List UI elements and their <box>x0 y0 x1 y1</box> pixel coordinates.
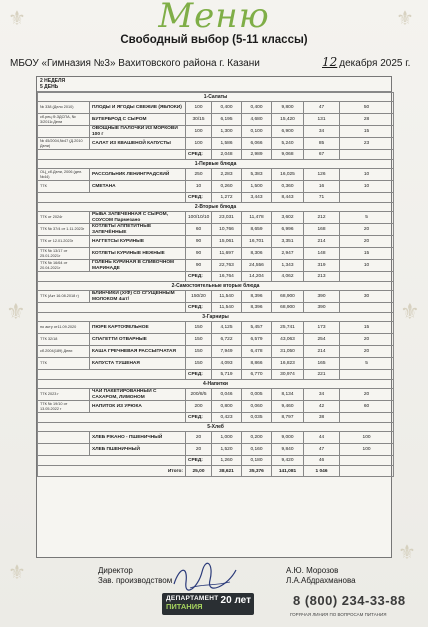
dish-name: РЫБА ЗАПЕЧЕННАЯ С СЫРОМ, СОУСОМ Пармезано <box>90 212 186 224</box>
section-title: 3-Гарниры <box>38 313 394 322</box>
average-fats: 2,989 <box>242 150 272 160</box>
dish-proteins: 0,800 <box>212 401 242 413</box>
dish-fats: 6,066 <box>242 138 272 150</box>
section-title: 2-Вторые блюда <box>38 203 394 212</box>
production-head-title: Зав. производством <box>98 576 173 585</box>
average-label: СРЕД: <box>186 413 212 423</box>
menu-body <box>38 93 394 477</box>
recipe-ref <box>38 444 90 456</box>
recipe-ref: ТТК (Акт 16.08.2018 г) <box>38 291 90 303</box>
dish-portion: 100/10/10 <box>186 212 212 224</box>
average-price <box>340 193 394 203</box>
dish-portion: 90 <box>186 248 212 260</box>
dish-carbs: 68,900 <box>272 291 304 303</box>
dish-price: 100 <box>340 444 394 456</box>
dish-carbs: 16,025 <box>272 169 304 181</box>
dish-carbs: 2,947 <box>272 248 304 260</box>
recipe-ref <box>38 432 90 444</box>
total-portion: 25,00 <box>186 466 212 477</box>
table-row <box>38 291 394 303</box>
dish-carbs: 6,996 <box>272 224 304 236</box>
average-label: СРЕД: <box>186 370 212 380</box>
week-label <box>37 77 391 92</box>
section-title: 1-Первые блюда <box>38 160 394 169</box>
average-carbs: 4,062 <box>272 272 304 282</box>
average-row <box>38 193 394 203</box>
section-header-row <box>38 93 394 102</box>
average-calories: 213 <box>304 272 340 282</box>
dish-name: ХЛЕБ ПШЕНИЧНЫЙ <box>90 444 186 456</box>
recipe-ref: сб.2004(189) Дели <box>38 346 90 358</box>
table-row <box>38 114 394 126</box>
average-label: СРЕД: <box>186 456 212 466</box>
average-calories: 46 <box>304 456 340 466</box>
dish-carbs: 31,050 <box>272 346 304 358</box>
empty-cell <box>38 370 186 380</box>
director-title: Директор <box>98 566 133 575</box>
menu-date <box>322 55 410 69</box>
section-header-row <box>38 160 394 169</box>
average-price <box>340 456 394 466</box>
table-row <box>38 444 394 456</box>
dish-carbs: 5,240 <box>272 138 304 150</box>
dish-calories: 214 <box>304 346 340 358</box>
fleur-ornament-icon: ⚜ <box>396 6 414 30</box>
table-row <box>38 322 394 334</box>
average-calories: 71 <box>304 193 340 203</box>
dish-fats: 16,701 <box>242 236 272 248</box>
dish-price: 20 <box>340 389 394 401</box>
date-rest: декабря 2025 г. <box>339 58 411 69</box>
dish-portion: 90 <box>186 260 212 272</box>
dish-price: 30 <box>340 291 394 303</box>
dish-carbs: 16,823 <box>272 358 304 370</box>
average-fats: 0,180 <box>242 456 272 466</box>
dish-proteins: 0,260 <box>212 181 242 193</box>
average-fats: 8,396 <box>242 303 272 313</box>
section-header-row <box>38 380 394 389</box>
dish-carbs: 9,460 <box>272 401 304 413</box>
recipe-ref: ТТК от 2024г <box>38 212 90 224</box>
dish-calories: 254 <box>304 334 340 346</box>
dish-name: НАПИТОК ИЗ УРЮКА <box>90 401 186 413</box>
average-price <box>340 413 394 423</box>
dish-proteins: 11,697 <box>212 248 242 260</box>
average-proteins: 5,719 <box>212 370 242 380</box>
dish-proteins: 10,766 <box>212 224 242 236</box>
average-carbs: 9,420 <box>272 456 304 466</box>
dish-carbs: 43,063 <box>272 334 304 346</box>
dish-price: 10 <box>340 260 394 272</box>
dish-name: ПЮРЕ КАРТОФЕЛЬНОЕ <box>90 322 186 334</box>
dish-name: БЛИНЧИКИ (Х/Ф) СО СГУЩЕННЫМ МОЛОКОМ 4шт/ <box>90 291 186 303</box>
dish-calories: 85 <box>304 138 340 150</box>
section-title: 5-Хлеб <box>38 423 394 432</box>
average-row <box>38 413 394 423</box>
production-head-name: Л.А.Абдрахманова <box>286 576 356 585</box>
dish-name: СМЕТАНА <box>90 181 186 193</box>
average-row <box>38 456 394 466</box>
fleur-ornament-icon: ⚜ <box>8 6 26 30</box>
menu-grid <box>37 92 394 477</box>
dish-price: 28 <box>340 114 394 126</box>
dish-carbs: 8,134 <box>272 389 304 401</box>
dish-portion: 10 <box>186 181 212 193</box>
average-label: СРЕД: <box>186 303 212 313</box>
dish-name: НАГГЕТСЫ КУРИНЫЕ <box>90 236 186 248</box>
recipe-ref <box>38 126 90 138</box>
dish-name: КОТЛЕТЫ КУРИНЫЕ НЕЖНЫЕ <box>90 248 186 260</box>
total-calories: 1 046 <box>304 466 340 477</box>
dish-calories: 42 <box>304 401 340 413</box>
recipe-ref: сб.рец.Ф-ЗДСПА, № 3/2011г.Дели <box>38 114 90 126</box>
dish-fats: 0,200 <box>242 432 272 444</box>
dish-name: БУТЕРБРОД С СЫРОМ <box>90 114 186 126</box>
section-header-row <box>38 203 394 212</box>
dish-calories: 212 <box>304 212 340 224</box>
dept-line2: ПИТАНИЯ <box>166 602 203 611</box>
average-proteins: 0,423 <box>212 413 242 423</box>
dish-name: ХЛЕБ РЖАНО - ПШЕНИЧНЫЙ <box>90 432 186 444</box>
signature-titles <box>98 566 172 586</box>
dish-carbs: 0,360 <box>272 181 304 193</box>
dish-price: 50 <box>340 102 394 114</box>
average-proteins: 1,272 <box>212 193 242 203</box>
dish-portion: 60 <box>186 224 212 236</box>
average-proteins: 16,764 <box>212 272 242 282</box>
total-label: Итого: <box>38 466 186 477</box>
empty-cell <box>38 303 186 313</box>
dish-fats: 8,659 <box>242 224 272 236</box>
dish-fats: 0,160 <box>242 444 272 456</box>
dish-carbs: 3,602 <box>272 212 304 224</box>
dish-fats: 8,306 <box>242 248 272 260</box>
dish-proteins: 4,093 <box>212 358 242 370</box>
table-row <box>38 224 394 236</box>
dish-price: 20 <box>340 224 394 236</box>
dish-portion: 150 <box>186 334 212 346</box>
dish-proteins: 11,540 <box>212 291 242 303</box>
menu-table <box>36 76 392 558</box>
recipe-ref: ТТК 2023 г <box>38 389 90 401</box>
average-fats: 0,035 <box>242 413 272 423</box>
dish-proteins: 0,400 <box>212 102 242 114</box>
recipe-ref: № 338 (Дело 2010) <box>38 102 90 114</box>
dish-calories: 390 <box>304 291 340 303</box>
dish-fats: 6,478 <box>242 346 272 358</box>
average-fats: 14,204 <box>242 272 272 282</box>
dish-price: 15 <box>340 248 394 260</box>
empty-cell <box>38 272 186 282</box>
dish-proteins: 1,520 <box>212 444 242 456</box>
dish-fats: 5,383 <box>242 169 272 181</box>
average-carbs: 9,068 <box>272 150 304 160</box>
total-row <box>38 466 394 477</box>
dish-price: 100 <box>340 432 394 444</box>
recipe-ref: № 45/2004,№47 (Д.2010 Дели) <box>38 138 90 150</box>
table-row <box>38 181 394 193</box>
average-row <box>38 303 394 313</box>
dish-calories: 214 <box>304 236 340 248</box>
fleur-ornament-icon: ⚜ <box>398 540 416 564</box>
section-title: 1-Салаты <box>38 93 394 102</box>
dish-portion: 150/20 <box>186 291 212 303</box>
dish-fats: 5,457 <box>242 322 272 334</box>
dish-calories: 173 <box>304 322 340 334</box>
table-row <box>38 346 394 358</box>
dish-portion: 150 <box>186 358 212 370</box>
table-row <box>38 260 394 272</box>
section-header-row <box>38 313 394 322</box>
dish-name: КОТЛЕТЫ АППЕТИТНЫЕ ЗАПЕЧЁННЫЕ <box>90 224 186 236</box>
dish-price: 60 <box>340 401 394 413</box>
average-price <box>340 150 394 160</box>
dish-carbs: 1,343 <box>272 260 304 272</box>
average-row <box>38 150 394 160</box>
empty-cell <box>38 413 186 423</box>
dish-portion: 100 <box>186 102 212 114</box>
dish-fats: 0,005 <box>242 389 272 401</box>
empty-cell <box>38 193 186 203</box>
dish-portion: 100 <box>186 138 212 150</box>
dish-proteins: 15,061 <box>212 236 242 248</box>
dish-price: 5 <box>340 212 394 224</box>
dish-carbs: 9,800 <box>272 102 304 114</box>
dish-name: РАССОЛЬНИК ЛЕНИНГРАДСКИЙ <box>90 169 186 181</box>
average-calories: 221 <box>304 370 340 380</box>
empty-cell <box>38 150 186 160</box>
table-row <box>38 401 394 413</box>
dish-price: 15 <box>340 126 394 138</box>
dish-price: 20 <box>340 334 394 346</box>
dish-calories: 34 <box>304 126 340 138</box>
week-number: 2 НЕДЕЛЯ <box>40 78 66 84</box>
dish-calories: 16 <box>304 181 340 193</box>
recipe-ref: ТТК <box>38 181 90 193</box>
day-number: 5 ДЕНЬ <box>40 84 59 90</box>
average-calories: 390 <box>304 303 340 313</box>
table-row <box>38 169 394 181</box>
dish-calories: 47 <box>304 444 340 456</box>
table-row <box>38 126 394 138</box>
recipe-ref: ТТК № 13/17 от 25.01.2021г <box>38 248 90 260</box>
table-row <box>38 102 394 114</box>
recipe-ref: ТТК от 12.01.2023г <box>38 236 90 248</box>
dish-fats: 1,500 <box>242 181 272 193</box>
section-header-row <box>38 423 394 432</box>
dish-price: 23 <box>340 138 394 150</box>
dish-fats: 0,060 <box>242 401 272 413</box>
dept-line1: ДЕПАРТАМЕНТ <box>166 595 219 602</box>
dish-calories: 126 <box>304 169 340 181</box>
dish-name: САЛАТ ИЗ КВАШЕНОЙ КАПУСТЫ <box>90 138 186 150</box>
average-carbs: 68,900 <box>272 303 304 313</box>
dish-portion: 30/15 <box>186 114 212 126</box>
handwritten-signature <box>170 562 240 592</box>
average-price <box>340 303 394 313</box>
anniversary-badge: 20 лет <box>220 595 251 606</box>
fleur-ornament-icon: ⚜ <box>8 560 26 584</box>
dish-name: СПАГЕТТИ ОТВАРНЫЕ <box>90 334 186 346</box>
dish-carbs: 9,840 <box>272 444 304 456</box>
dish-proteins: 22,763 <box>212 260 242 272</box>
fleur-ornament-icon: ⚜ <box>6 300 26 325</box>
average-row <box>38 370 394 380</box>
average-row <box>38 272 394 282</box>
dish-name: КАША ГРЕЧНЕВАЯ РАССЫПЧАТАЯ <box>90 346 186 358</box>
average-label: СРЕД: <box>186 272 212 282</box>
dish-calories: 44 <box>304 432 340 444</box>
recipe-ref: ОЦ_сб.Дели, 2006 (дел.№44) <box>38 169 90 181</box>
average-proteins: 11,540 <box>212 303 242 313</box>
dish-calories: 47 <box>304 102 340 114</box>
director-name: А.Ю. Морозов <box>286 566 339 575</box>
total-proteins: 38,621 <box>212 466 242 477</box>
dish-calories: 319 <box>304 260 340 272</box>
dish-proteins: 6,722 <box>212 334 242 346</box>
dish-portion: 150 <box>186 322 212 334</box>
dish-calories: 165 <box>304 358 340 370</box>
date-day: 12 <box>322 55 338 69</box>
dish-fats: 8,866 <box>242 358 272 370</box>
recipe-ref: ТТК <box>38 358 90 370</box>
table-row <box>38 248 394 260</box>
dish-carbs: 15,420 <box>272 114 304 126</box>
table-row <box>38 334 394 346</box>
dish-price: 20 <box>340 236 394 248</box>
dish-portion: 250 <box>186 169 212 181</box>
menu-title: Меню <box>158 0 270 36</box>
table-row <box>38 212 394 224</box>
dish-proteins: 7,949 <box>212 346 242 358</box>
average-label: СРЕД: <box>186 193 212 203</box>
dish-proteins: 1,586 <box>212 138 242 150</box>
recipe-ref: ТТК № 37/4 от 1.11.2023г <box>38 224 90 236</box>
hotline-caption: ГОРЯЧАЯ ЛИНИЯ ПО ВОПРОСАМ ПИТАНИЯ <box>290 612 387 617</box>
dish-name: ЧАЙ ПАКЕТИРОВАННЫЙ С САХАРОМ, ЛИМОНОМ <box>90 389 186 401</box>
dish-calories: 148 <box>304 248 340 260</box>
dish-proteins: 2,283 <box>212 169 242 181</box>
dish-proteins: 1,300 <box>212 126 242 138</box>
dish-name: ГОЛЕНЬ КУРИНАЯ В СЛИВОЧНОМ МАРИНАДЕ <box>90 260 186 272</box>
table-row <box>38 138 394 150</box>
dish-name: ПЛОДЫ И ЯГОДЫ СВЕЖИЕ (ЯБЛОКИ) <box>90 102 186 114</box>
department-logo <box>162 593 254 615</box>
table-row <box>38 236 394 248</box>
table-row <box>38 358 394 370</box>
dish-carbs: 25,741 <box>272 322 304 334</box>
dish-portion: 200/8/5 <box>186 389 212 401</box>
average-carbs: 8,443 <box>272 193 304 203</box>
dish-proteins: 1,000 <box>212 432 242 444</box>
recipe-ref: ТТК 32/18 <box>38 334 90 346</box>
dish-calories: 131 <box>304 114 340 126</box>
average-price <box>340 370 394 380</box>
recipe-ref: по акту от11.09.2020 <box>38 322 90 334</box>
dish-proteins: 0,046 <box>212 389 242 401</box>
dish-fats: 11,478 <box>242 212 272 224</box>
dish-portion: 90 <box>186 236 212 248</box>
dish-proteins: 6,195 <box>212 114 242 126</box>
signature-names <box>286 566 356 586</box>
average-label: СРЕД: <box>186 150 212 160</box>
dish-price: 5 <box>340 358 394 370</box>
recipe-ref: ТТК № 19/10 от 13.05.2022 г <box>38 401 90 413</box>
dish-name: КАПУСТА ТУШЕНАЯ <box>90 358 186 370</box>
dish-calories: 34 <box>304 389 340 401</box>
average-carbs: 30,974 <box>272 370 304 380</box>
dish-carbs: 6,900 <box>272 126 304 138</box>
dish-price: 10 <box>340 169 394 181</box>
total-fats: 35,376 <box>242 466 272 477</box>
hotline-number[interactable]: 8 (800) 234-33-88 <box>293 593 406 608</box>
dish-fats: 8,396 <box>242 291 272 303</box>
dish-fats: 0,100 <box>242 126 272 138</box>
average-fats: 6,770 <box>242 370 272 380</box>
menu-subtitle: Свободный выбор (5-11 классы) <box>120 34 308 46</box>
average-calories: 38 <box>304 413 340 423</box>
dish-portion: 100 <box>186 126 212 138</box>
section-title: 4-Напитки <box>38 380 394 389</box>
total-price <box>340 466 394 477</box>
section-header-row <box>38 282 394 291</box>
table-row <box>38 389 394 401</box>
dish-carbs: 3,351 <box>272 236 304 248</box>
average-proteins: 2,048 <box>212 150 242 160</box>
dish-portion: 20 <box>186 432 212 444</box>
average-proteins: 1,260 <box>212 456 242 466</box>
dish-fats: 6,579 <box>242 334 272 346</box>
dish-name: ОВОЩНЫЕ ПАЛОЧКИ ИЗ МОРКОВИ 100 г <box>90 126 186 138</box>
empty-cell <box>38 456 186 466</box>
dish-portion: 200 <box>186 401 212 413</box>
school-name: МБОУ «Гимназия №3» Вахитовского района г. Казани <box>10 58 260 69</box>
dish-fats: 4,680 <box>242 114 272 126</box>
recipe-ref: ТТК № 16/64 от 20.04.2021г <box>38 260 90 272</box>
dish-calories: 168 <box>304 224 340 236</box>
table-row <box>38 432 394 444</box>
fleur-ornament-icon: ⚜ <box>400 300 420 325</box>
average-carbs: 8,797 <box>272 413 304 423</box>
dish-price: 20 <box>340 346 394 358</box>
dish-price: 15 <box>340 322 394 334</box>
dish-proteins: 23,031 <box>212 212 242 224</box>
section-title: 2-Самостоятельные вторые блюда <box>38 282 394 291</box>
dish-price: 10 <box>340 181 394 193</box>
dish-carbs: 9,000 <box>272 432 304 444</box>
dish-fats: 24,556 <box>242 260 272 272</box>
dish-portion: 150 <box>186 346 212 358</box>
dish-portion: 20 <box>186 444 212 456</box>
average-fats: 3,443 <box>242 193 272 203</box>
dish-fats: 0,400 <box>242 102 272 114</box>
average-price <box>340 272 394 282</box>
total-carbs: 141,081 <box>272 466 304 477</box>
average-calories: 67 <box>304 150 340 160</box>
dish-proteins: 4,125 <box>212 322 242 334</box>
